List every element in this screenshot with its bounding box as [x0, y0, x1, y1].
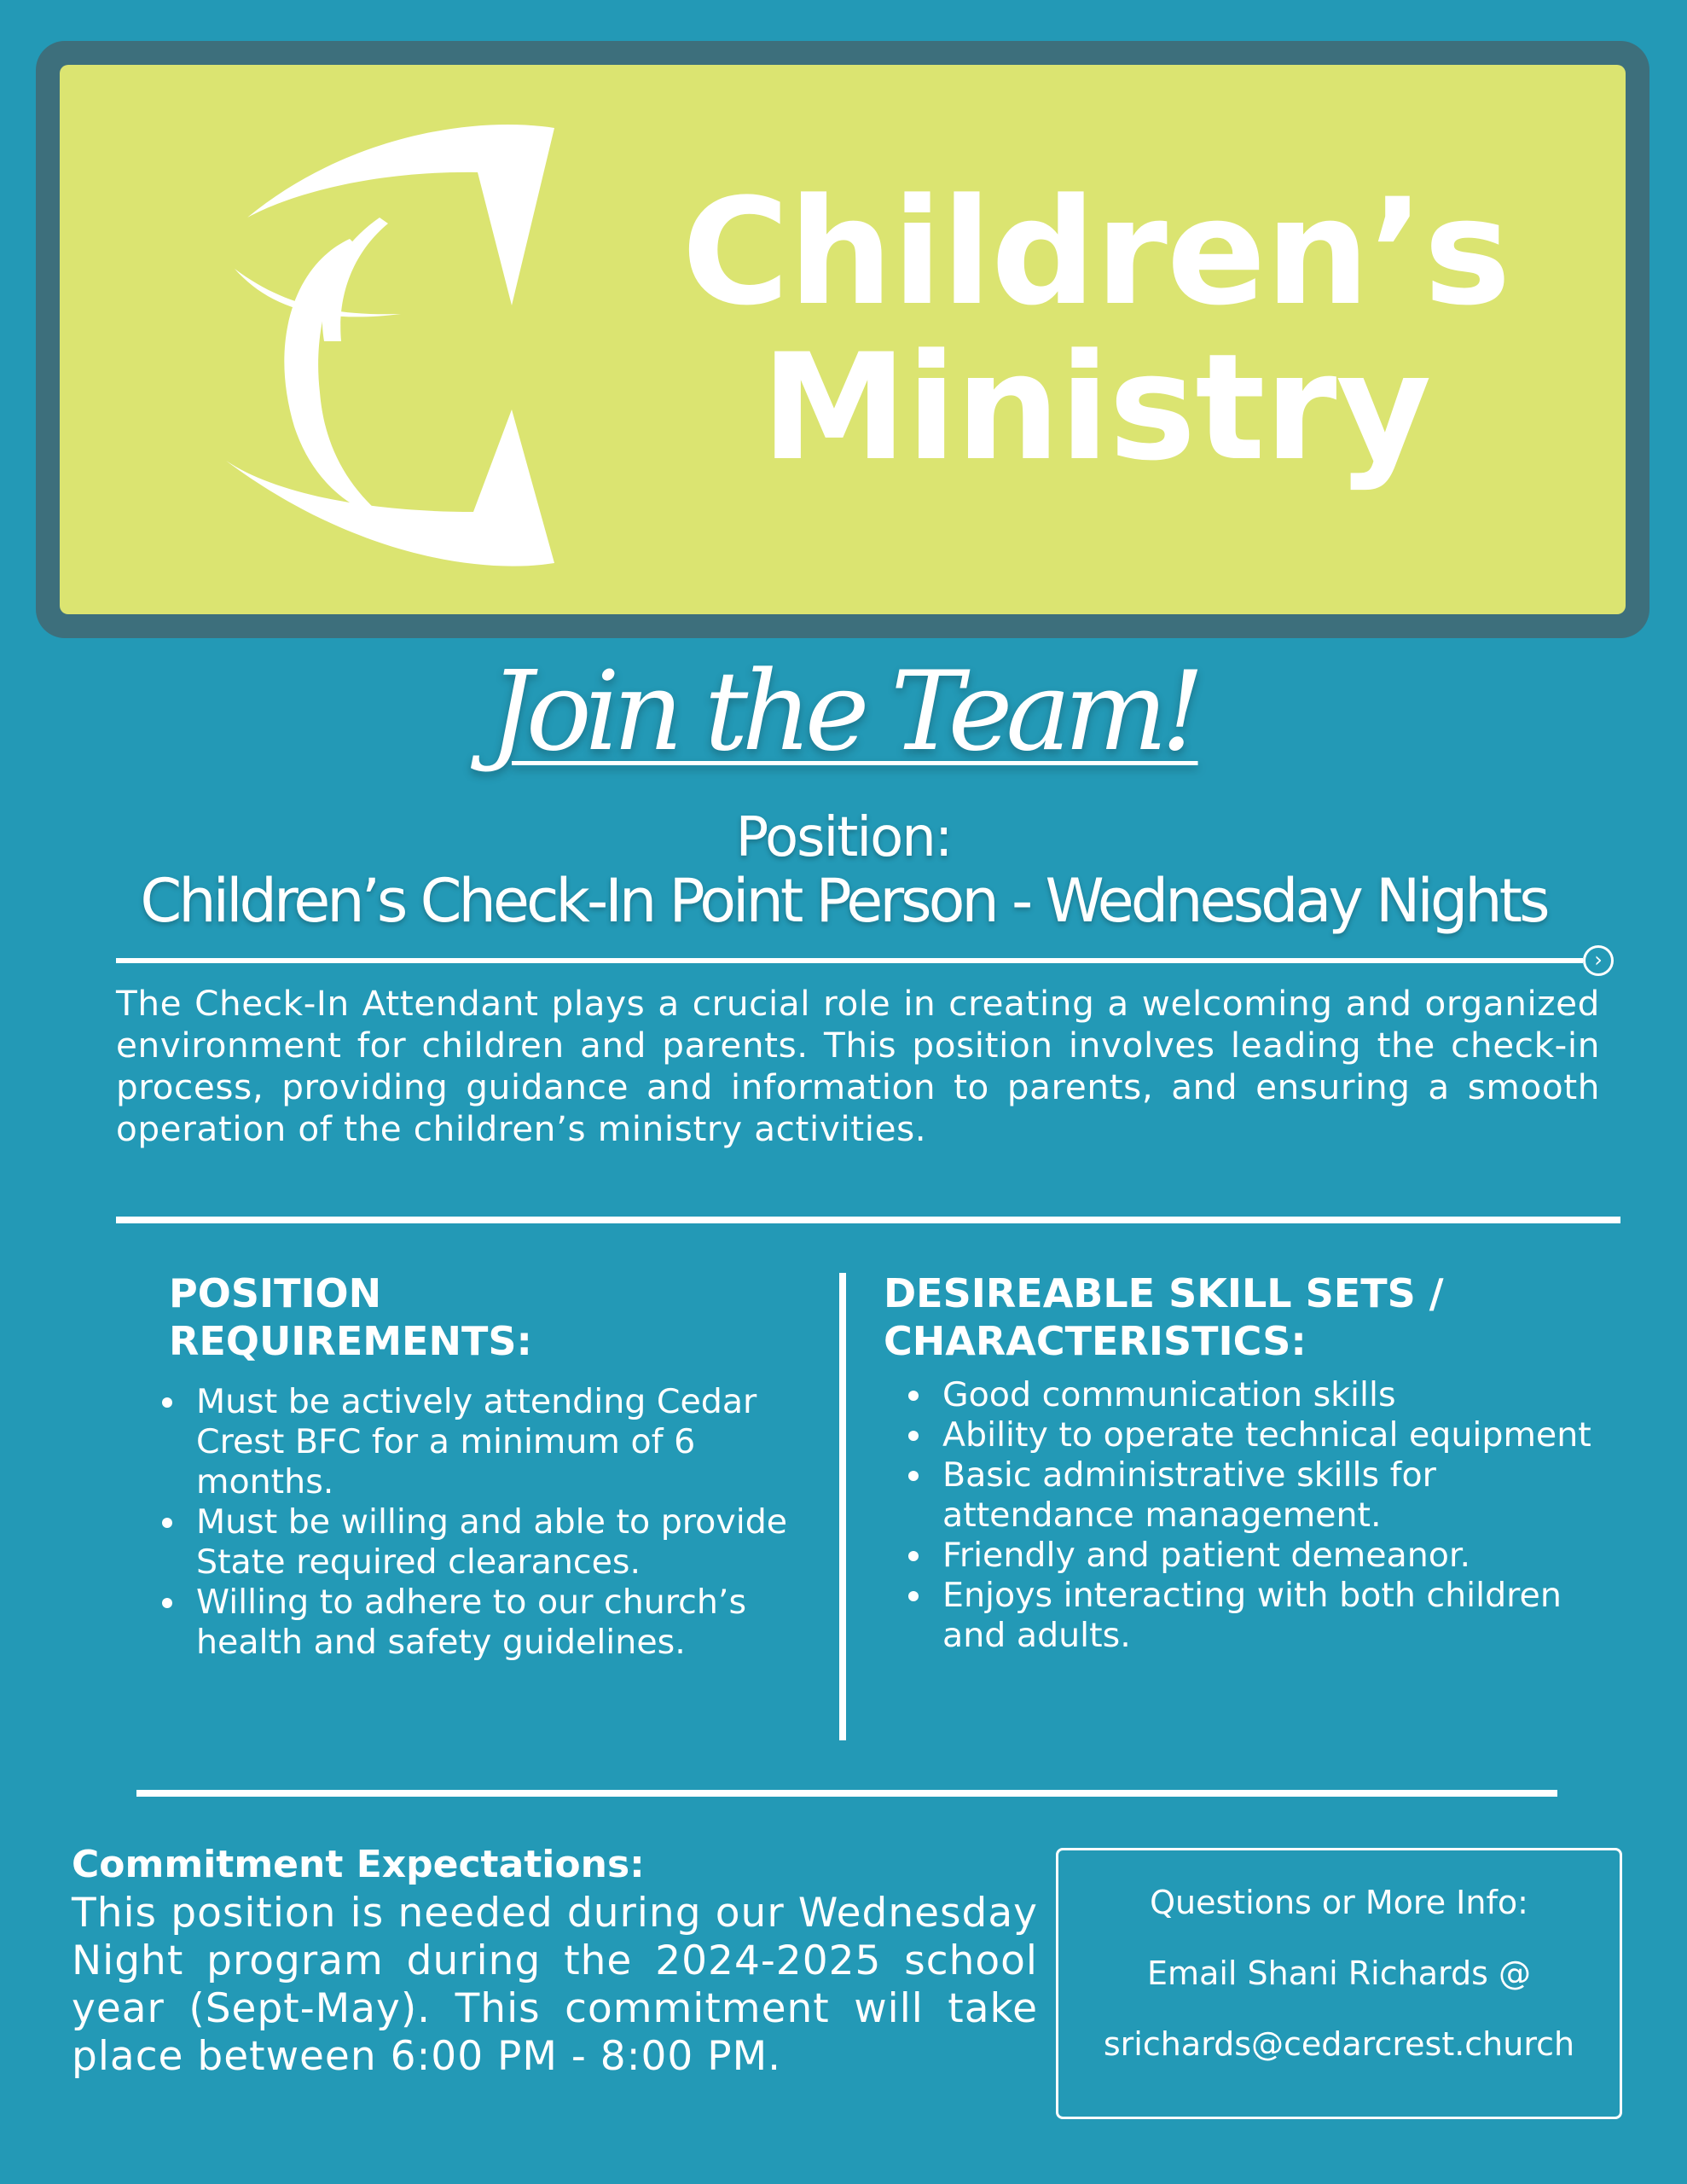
list-item: Good communication skills [942, 1375, 1608, 1415]
list-item: Basic administrative skills for attendance management. [942, 1455, 1608, 1536]
join-heading-text: Join the Team! [489, 648, 1198, 775]
divider-middle [116, 1217, 1620, 1223]
skills-list [942, 1375, 1608, 1656]
commitment-heading: Commitment Expectations: [72, 1843, 645, 1886]
divider-bottom [136, 1790, 1557, 1797]
position-description: The Check-In Attendant plays a crucial role in creating a welcoming and organized environment for children and parents. This position involves leading the check-in process, providing guidance and information to parents, and ensuring a smooth operation of the children’s ministry activities. [116, 983, 1600, 1149]
requirements-list [196, 1382, 810, 1663]
list-item: Must be willing and able to provide State required clearances. [196, 1502, 810, 1583]
divider-top [116, 958, 1583, 963]
position-title: Children’s Check-In Point Person - Wednesday Nights [140, 866, 1547, 936]
banner-title [648, 166, 1544, 493]
banner-title-line1: Children’s [681, 166, 1510, 338]
contact-name: Email Shani Richards @ [1147, 1955, 1531, 1992]
arrow-right-icon: › [1583, 945, 1614, 976]
list-item: Must be actively attending Cedar Crest BFC for a minimum of 6 months. [196, 1382, 810, 1502]
church-c-logo-icon [217, 119, 567, 572]
skills-heading-line1: DESIREABLE SKILL SETS / [884, 1270, 1444, 1316]
requirements-heading [169, 1269, 766, 1365]
contact-email-link[interactable]: srichards@cedarcrest.church [1103, 2025, 1575, 2063]
requirements-heading-line1: POSITION [169, 1270, 382, 1316]
skills-heading-line2: CHARACTERISTICS: [884, 1318, 1307, 1364]
list-item: Willing to adhere to our church’s health and safety guidelines. [196, 1583, 810, 1663]
list-item: Enjoys interacting with both children and adults. [942, 1576, 1608, 1656]
commitment-body: This position is needed during our Wednesday Night program during the 2024-2025 school year (Sept-May). This commitment will take place between 6:00 PM - 8:00 PM. [72, 1890, 1038, 2080]
column-divider [839, 1273, 846, 1740]
contact-heading: Questions or More Info: [1150, 1884, 1528, 1921]
join-heading [0, 648, 1687, 775]
position-label: Position: [735, 806, 952, 869]
banner-title-line2: Ministry [761, 322, 1431, 493]
skills-heading [884, 1269, 1532, 1365]
list-item: Friendly and patient demeanor. [942, 1536, 1608, 1576]
list-item: Ability to operate technical equipment [942, 1415, 1608, 1455]
requirements-heading-line2: REQUIREMENTS: [169, 1318, 532, 1364]
